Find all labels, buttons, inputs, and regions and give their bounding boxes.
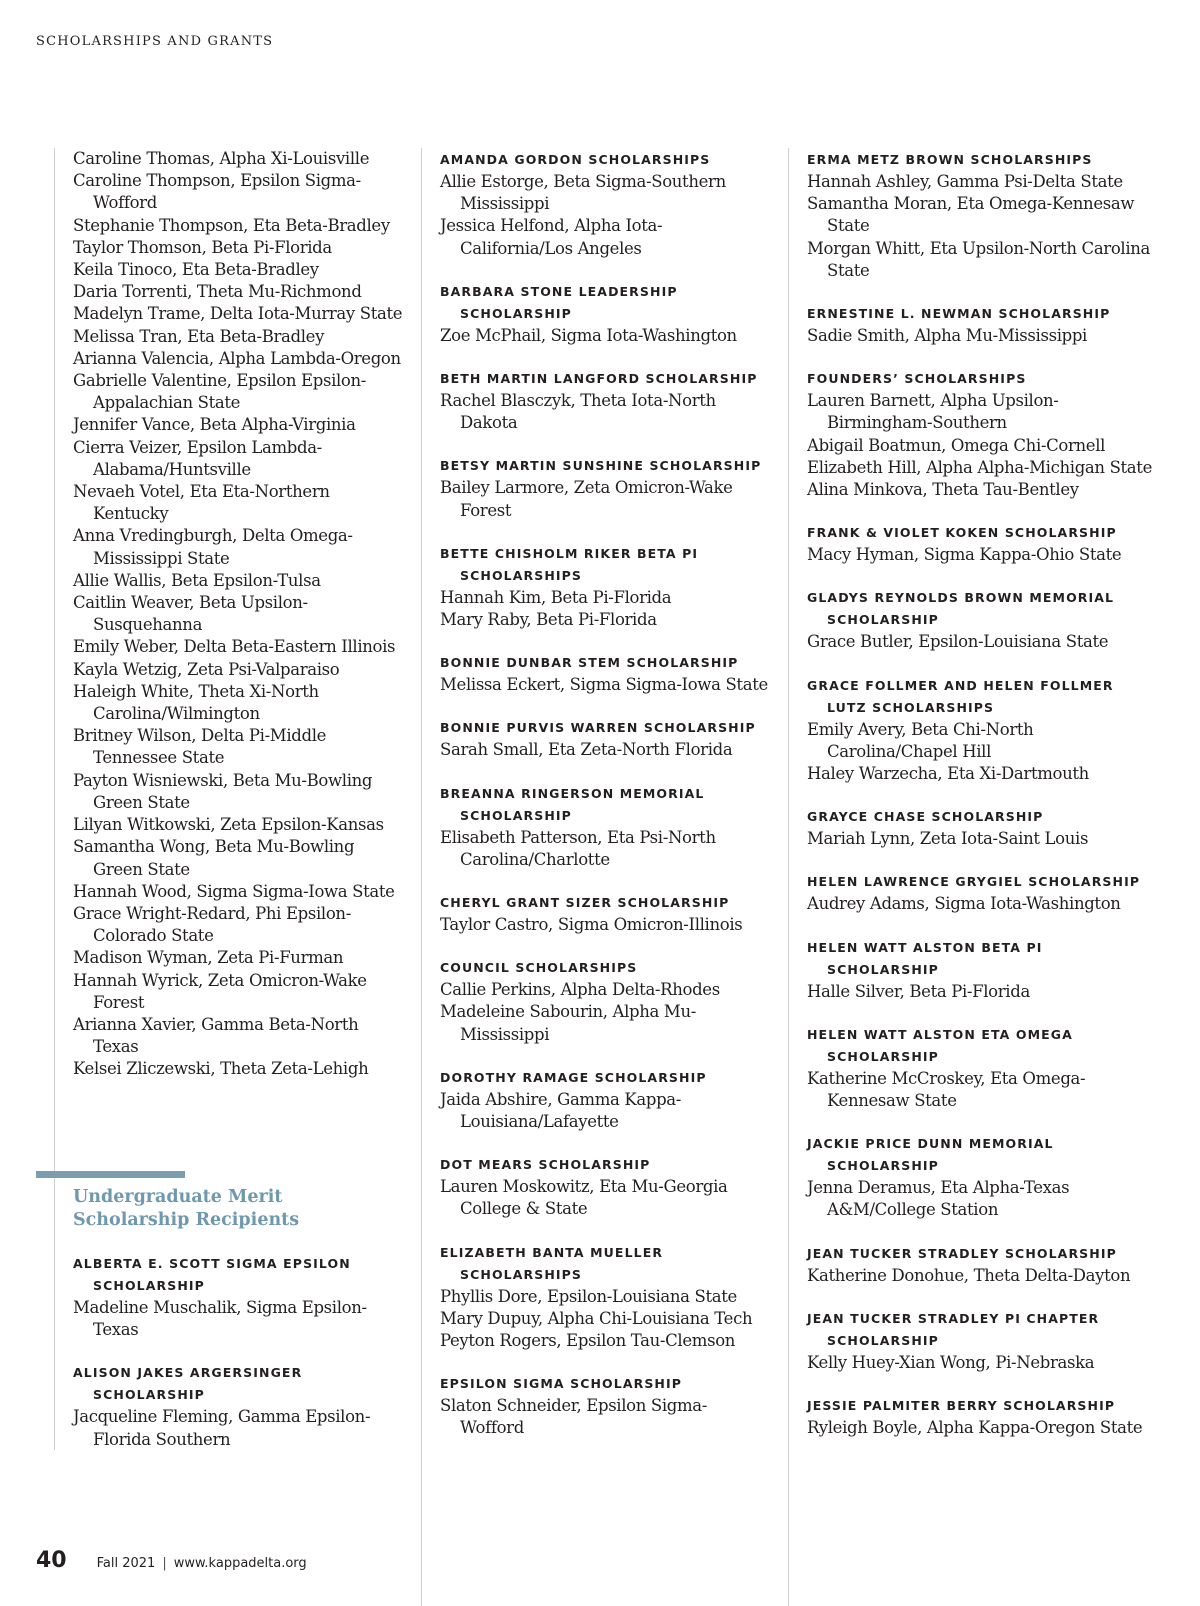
- recipient-name: Britney Wilson, Delta Pi-Middle Tennessee State: [73, 726, 327, 768]
- recipient-name: Stephanie Thompson, Eta Beta-Bradley: [73, 215, 390, 235]
- scholarship-section: [807, 367, 1152, 501]
- scholarship-heading: BREANNA RINGERSON MEMORIAL SCHOLARSHIP: [440, 785, 705, 823]
- recipient-name: Peyton Rogers, Epsilon Tau-Clemson: [440, 1331, 736, 1351]
- scholarship-heading: HELEN WATT ALSTON BETA PI SCHOLARSHIP: [807, 939, 1043, 977]
- recipient-name: Lilyan Witkowski, Zeta Epsilon-Kansas: [73, 815, 384, 835]
- recipient-name: Arianna Xavier, Gamma Beta-North Texas: [73, 1014, 359, 1057]
- recipient-name: Mary Dupuy, Alpha Chi-Louisiana Tech: [440, 1308, 753, 1328]
- scholarship-section: [807, 148, 1152, 282]
- scholarship-heading: GRAYCE CHASE SCHOLARSHIP: [807, 809, 1044, 825]
- scholarship-section: [440, 280, 770, 347]
- scholarship-heading: AMANDA GORDON SCHOLARSHIPS: [440, 152, 711, 167]
- recipient-name: Grace Wright-Redard, Phi Epsilon-Colorado State: [73, 903, 351, 946]
- scholarship-heading: GRACE FOLLMER AND HELEN FOLLMER LUTZ SCHOLARSHIPS: [807, 677, 1114, 715]
- scholarship-heading: ERNESTINE L. NEWMAN SCHOLARSHIP: [807, 306, 1111, 322]
- scholarship-heading: ELIZABETH BANTA MUELLER SCHOLARSHIPS: [440, 1244, 664, 1282]
- scholarship-section: [73, 1361, 408, 1450]
- scholarship-heading: FRANK & VIOLET KOKEN SCHOLARSHIP: [807, 525, 1117, 541]
- recipient-name: Emily Weber, Delta Beta-Eastern Illinois: [73, 637, 396, 657]
- scholarship-heading: DOROTHY RAMAGE SCHOLARSHIP: [440, 1069, 707, 1085]
- recipient-name: Sarah Small, Eta Zeta-North Florida: [440, 740, 733, 760]
- recipient-name: Madison Wyman, Zeta Pi-Furman: [73, 948, 344, 968]
- recipient-name: Sadie Smith, Alpha Mu-Mississippi: [807, 326, 1087, 346]
- recipient-name: Slaton Schneider, Epsilon Sigma-Wofford: [440, 1396, 708, 1438]
- merit-scholarship-list: [73, 1252, 408, 1471]
- scholarship-heading: BETTE CHISHOLM RIKER BETA PI SCHOLARSHIPS: [440, 545, 699, 583]
- recipient-name: Cierra Veizer, Epsilon Lambda-Alabama/Huntsville: [73, 437, 322, 479]
- scholarship-section: [440, 891, 770, 936]
- recipient-name: Bailey Larmore, Zeta Omicron-Wake Forest: [440, 478, 733, 520]
- scholarship-heading: HELEN LAWRENCE GRYGIEL SCHOLARSHIP: [807, 874, 1141, 890]
- scholarship-section: [440, 542, 770, 631]
- recipient-name: Caroline Thompson, Epsilon Sigma-Wofford: [73, 171, 361, 213]
- recipient-name: Lauren Moskowitz, Eta Mu-Georgia College & State: [440, 1177, 728, 1219]
- recipient-name: Abigail Boatmun, Omega Chi-Cornell: [807, 435, 1106, 455]
- scholarship-heading: JESSIE PALMITER BERRY SCHOLARSHIP: [807, 1398, 1116, 1414]
- scholarship-heading: BARBARA STONE LEADERSHIP SCHOLARSHIP: [440, 283, 678, 321]
- recipient-name: Hannah Kim, Beta Pi-Florida: [440, 587, 672, 607]
- recipient-name: Madeline Muschalik, Sigma Epsilon-Texas: [73, 1298, 367, 1340]
- page-footer: [36, 1548, 307, 1573]
- recipient-name: Allie Estorge, Beta Sigma-Southern Mississippi: [440, 172, 726, 214]
- recipient-name: Hannah Wyrick, Zeta Omicron-Wake Forest: [73, 970, 367, 1012]
- recipient-name: Mariah Lynn, Zeta Iota-Saint Louis: [807, 829, 1089, 849]
- scholarship-section: [807, 1307, 1152, 1374]
- scholarship-heading: JEAN TUCKER STRADLEY PI CHAPTER SCHOLARSHIP: [807, 1310, 1100, 1348]
- recipient-name: Taylor Thomson, Beta Pi-Florida: [73, 237, 332, 257]
- recipient-name: Phyllis Dore, Epsilon-Louisiana State: [440, 1286, 737, 1306]
- recipient-name: Gabrielle Valentine, Epsilon Epsilon-Appalachian State: [73, 371, 367, 413]
- scholarship-section: [440, 1372, 770, 1439]
- scholarship-section: [73, 1252, 408, 1341]
- recipient-name: Caitlin Weaver, Beta Upsilon-Susquehanna: [73, 593, 308, 635]
- scholarship-section: [440, 1241, 770, 1353]
- scholarship-section: [807, 302, 1152, 347]
- recipient-name: Madelyn Trame, Delta Iota-Murray State: [73, 304, 403, 324]
- scholarship-heading: BETSY MARTIN SUNSHINE SCHOLARSHIP: [440, 458, 762, 474]
- recipient-name: Madeleine Sabourin, Alpha Mu-Mississippi: [440, 1002, 696, 1044]
- scholarship-section: [440, 367, 770, 434]
- recipient-name: Keila Tinoco, Eta Beta-Bradley: [73, 260, 319, 280]
- recipient-name: Hannah Wood, Sigma Sigma-Iowa State: [73, 881, 395, 901]
- recipient-name: Haley Warzecha, Eta Xi-Dartmouth: [807, 764, 1089, 784]
- recipient-name: Alina Minkova, Theta Tau-Bentley: [807, 480, 1079, 500]
- scholarship-heading: HELEN WATT ALSTON ETA OMEGA SCHOLARSHIP: [807, 1026, 1073, 1064]
- scholarship-section: [807, 870, 1152, 915]
- scholarship-column-2: [440, 148, 770, 1460]
- scholarship-section: [807, 936, 1152, 1003]
- recipient-name: Hannah Ashley, Gamma Psi-Delta State: [807, 172, 1123, 191]
- scholarship-heading: JEAN TUCKER STRADLEY SCHOLARSHIP: [807, 1245, 1117, 1261]
- recipient-name: Jacqueline Fleming, Gamma Epsilon-Florida Southern: [73, 1407, 371, 1449]
- scholarship-heading: GLADYS REYNOLDS BROWN MEMORIAL SCHOLARSHIP: [807, 590, 1115, 628]
- scholarship-heading: ALBERTA E. SCOTT SIGMA EPSILON SCHOLARSHIP: [73, 1256, 351, 1293]
- running-head: SCHOLARSHIPS AND GRANTS: [36, 34, 274, 49]
- scholarship-section: [807, 521, 1152, 566]
- recipient-name: Lauren Barnett, Alpha Upsilon-Birmingham-Southern: [807, 391, 1059, 433]
- recipient-name: Zoe McPhail, Sigma Iota-Washington: [440, 325, 737, 345]
- scholarship-heading: BONNIE DUNBAR STEM SCHOLARSHIP: [440, 655, 739, 671]
- recipient-name: Jessica Helfond, Alpha Iota-California/Los Angeles: [440, 216, 663, 258]
- merit-section-title: Undergraduate Merit Scholarship Recipients: [73, 1187, 300, 1230]
- scholarship-section: [807, 586, 1152, 653]
- footer-separator: |: [162, 1556, 167, 1571]
- scholarship-heading: ERMA METZ BROWN SCHOLARSHIPS: [807, 152, 1093, 167]
- recipient-name: Anna Vredingburgh, Delta Omega-Mississippi State: [73, 526, 353, 568]
- footer-issue: Fall 2021: [96, 1556, 156, 1571]
- recipient-list-column-1: [73, 148, 408, 1081]
- scholarship-heading: FOUNDERS’ SCHOLARSHIPS: [807, 371, 1027, 387]
- recipient-name: Audrey Adams, Sigma Iota-Washington: [807, 894, 1121, 914]
- scholarship-section: [440, 454, 770, 521]
- scholarship-section: [440, 148, 770, 260]
- recipient-name: Callie Perkins, Alpha Delta-Rhodes: [440, 980, 720, 1000]
- scholarship-section: [807, 805, 1152, 850]
- recipient-name: Macy Hyman, Sigma Kappa-Ohio State: [807, 545, 1122, 565]
- recipient-name: Nevaeh Votel, Eta Eta-Northern Kentucky: [73, 482, 330, 524]
- scholarship-section: [807, 674, 1152, 786]
- recipient-name: Elizabeth Hill, Alpha Alpha-Michigan State: [807, 457, 1152, 477]
- recipient-name: Katherine McCroskey, Eta Omega-Kennesaw State: [807, 1068, 1086, 1111]
- recipient-name: Kelsei Zliczewski, Theta Zeta-Lehigh: [73, 1059, 369, 1079]
- recipient-name: Melissa Eckert, Sigma Sigma-Iowa State: [440, 675, 768, 695]
- scholarship-section: [440, 651, 770, 696]
- scholarship-section: [807, 1242, 1152, 1287]
- scholarship-heading: ALISON JAKES ARGERSINGER SCHOLARSHIP: [73, 1365, 303, 1403]
- scholarship-heading: BONNIE PURVIS WARREN SCHOLARSHIP: [440, 720, 756, 736]
- scholarship-section: [807, 1132, 1152, 1221]
- recipient-name: Kelly Huey-Xian Wong, Pi-Nebraska: [807, 1352, 1095, 1372]
- recipient-name: Taylor Castro, Sigma Omicron-Illinois: [440, 915, 743, 935]
- scholarship-heading: DOT MEARS SCHOLARSHIP: [440, 1157, 651, 1173]
- recipient-name: Samantha Wong, Beta Mu-Bowling Green State: [73, 837, 355, 879]
- scholarship-section: [440, 1066, 770, 1133]
- scholarship-column-3: [807, 148, 1152, 1459]
- recipient-name: Halle Silver, Beta Pi-Florida: [807, 981, 1030, 1001]
- recipient-name: Arianna Valencia, Alpha Lambda-Oregon: [73, 348, 401, 368]
- scholarship-section: [440, 956, 770, 1046]
- recipient-name: Kayla Wetzig, Zeta Psi-Valparaiso: [73, 659, 340, 679]
- recipient-name: Morgan Whitt, Eta Upsilon-North Carolina State: [807, 238, 1151, 280]
- scholarship-heading: CHERYL GRANT SIZER SCHOLARSHIP: [440, 895, 730, 911]
- footer-website-link[interactable]: www.kappadelta.org: [173, 1556, 307, 1571]
- column-divider-right: [788, 148, 789, 1606]
- recipient-name: Allie Wallis, Beta Epsilon-Tulsa: [73, 570, 321, 590]
- recipient-name: Jennifer Vance, Beta Alpha-Virginia: [73, 415, 356, 435]
- recipient-name: Elisabeth Patterson, Eta Psi-North Carolina/Charlotte: [440, 827, 716, 869]
- scholarship-section: [440, 782, 770, 871]
- scholarship-section: [807, 1023, 1152, 1112]
- recipient-name: Jenna Deramus, Eta Alpha-Texas A&M/College Station: [807, 1178, 1070, 1220]
- scholarship-section: [807, 1394, 1152, 1439]
- recipient-name: Melissa Tran, Eta Beta-Bradley: [73, 326, 325, 346]
- recipient-name: Haleigh White, Theta Xi-North Carolina/Wilmington: [73, 681, 319, 724]
- recipient-name: Emily Avery, Beta Chi-North Carolina/Chapel Hill: [807, 719, 1034, 761]
- column-divider-left: [54, 148, 55, 1450]
- recipient-name: Samantha Moran, Eta Omega-Kennesaw State: [807, 194, 1135, 236]
- recipient-name: Rachel Blasczyk, Theta Iota-North Dakota: [440, 391, 716, 433]
- recipient-name: Ryleigh Boyle, Alpha Kappa-Oregon State: [807, 1418, 1143, 1438]
- scholarship-section: [440, 716, 770, 761]
- scholarship-heading: COUNCIL SCHOLARSHIPS: [440, 960, 638, 976]
- scholarship-section: [440, 1153, 770, 1220]
- page-number: 40: [36, 1548, 67, 1573]
- scholarship-heading: BETH MARTIN LANGFORD SCHOLARSHIP: [440, 371, 758, 387]
- recipient-name: Jaida Abshire, Gamma Kappa-Louisiana/Lafayette: [440, 1089, 682, 1132]
- recipient-name: Caroline Thomas, Alpha Xi-Louisville: [73, 149, 370, 168]
- column-divider-middle: [421, 148, 422, 1606]
- recipient-name: Daria Torrenti, Theta Mu-Richmond: [73, 282, 362, 302]
- merit-accent-bar: [36, 1171, 185, 1178]
- recipient-name: Grace Butler, Epsilon-Louisiana State: [807, 632, 1109, 652]
- recipient-name: Katherine Donohue, Theta Delta-Dayton: [807, 1265, 1131, 1285]
- recipient-name: Mary Raby, Beta Pi-Florida: [440, 610, 657, 630]
- scholarship-heading: EPSILON SIGMA SCHOLARSHIP: [440, 1376, 682, 1392]
- scholarship-heading: JACKIE PRICE DUNN MEMORIAL SCHOLARSHIP: [807, 1136, 1054, 1174]
- recipient-name: Payton Wisniewski, Beta Mu-Bowling Green State: [73, 770, 373, 812]
